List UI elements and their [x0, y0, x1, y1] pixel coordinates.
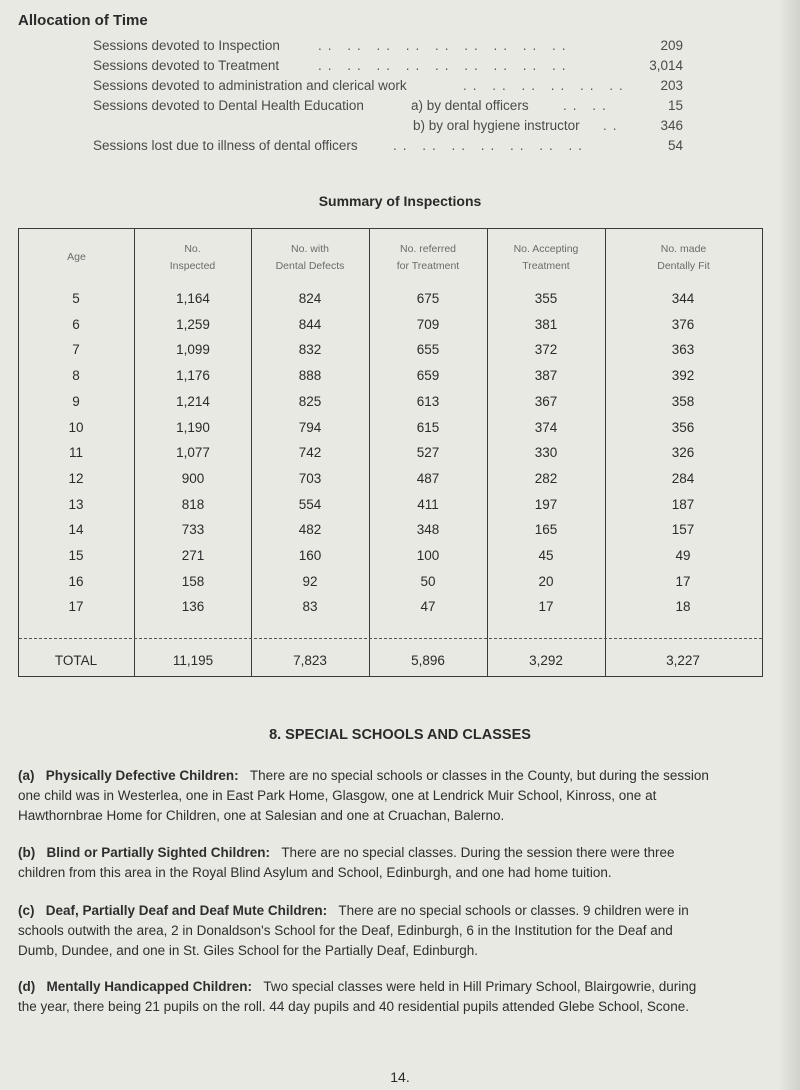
cell-accepting: 20 [538, 573, 554, 589]
header-text: No. Accepting [513, 243, 579, 255]
cell-defects: 83 [302, 599, 318, 615]
cell-age: 9 [72, 393, 80, 409]
leader-dots: .. .. .. .. .. .. .. .. .. [318, 38, 572, 53]
allocation-value: 3,014 [649, 58, 683, 73]
cell-dentally-fit: 392 [671, 368, 695, 384]
summary-title: Summary of Inspections [318, 193, 482, 209]
allocation-label: Sessions devoted to Dental Health Education [93, 98, 364, 113]
paragraph-marker: (b) [18, 845, 36, 860]
paragraph-line: Hawthornbrae Home for Children, one at Salesian and one at Cruachan, Balerno. [18, 808, 505, 823]
cell-age: 10 [68, 419, 84, 435]
column-divider [605, 229, 606, 676]
total-dentally-fit: 3,227 [666, 653, 700, 668]
paragraph-line: There are no special schools or classes in the County, but during the session [249, 768, 709, 783]
cell-defects: 554 [298, 496, 322, 512]
header-age [19, 249, 134, 266]
cell-referred: 655 [416, 342, 440, 358]
header-text: Dental Defects [275, 260, 345, 272]
cell-age: 11 [68, 445, 83, 461]
cell-inspected: 1,176 [176, 368, 210, 384]
cell-inspected: 1,214 [176, 393, 210, 409]
paragraph-line: Two special classes were held in Hill Primary School, Blairgowrie, during [263, 979, 697, 994]
allocation-row [93, 138, 683, 160]
cell-age: 7 [72, 342, 80, 358]
header-text: Inspected [169, 260, 216, 272]
cell-defects: 160 [298, 548, 322, 563]
cell-defects: 703 [298, 470, 322, 486]
column-divider [369, 229, 370, 676]
cell-age: 5 [72, 291, 80, 306]
leader-dots: .. [603, 118, 623, 133]
cell-inspected: 1,077 [176, 445, 210, 461]
cell-dentally-fit: 17 [675, 573, 691, 589]
paragraph-marker: (a) [18, 768, 35, 783]
cell-dentally-fit: 326 [671, 445, 695, 461]
header-text: for Treatment [396, 260, 460, 272]
cell-accepting: 372 [534, 342, 558, 358]
allocation-title: Allocation of Time [18, 12, 148, 29]
cell-defects: 794 [298, 419, 322, 435]
cell-age: 13 [68, 496, 84, 512]
cell-dentally-fit: 356 [671, 419, 695, 435]
allocation-sub-label: b) by oral hygiene instructor [413, 118, 580, 133]
cell-referred: 411 [417, 496, 439, 512]
cell-accepting: 355 [534, 291, 558, 306]
paragraph-c [18, 901, 773, 961]
header-text: No. made [660, 243, 707, 255]
paragraph-line: children from this area in the Royal Blind Asylum and School, Edinburgh, and one had home tuition. [18, 865, 612, 880]
cell-defects: 742 [298, 445, 322, 461]
allocation-label: Sessions devoted to Treatment [93, 58, 280, 73]
paragraph-line: There are no special schools or classes. 9 children were in [338, 903, 689, 918]
cell-referred: 50 [420, 573, 436, 589]
header-text: No. with [291, 243, 329, 255]
cell-inspected: 1,190 [176, 419, 210, 435]
allocation-row [93, 38, 683, 60]
allocation-value: 346 [660, 118, 683, 133]
cell-accepting: 282 [534, 470, 558, 486]
cell-inspected: 158 [181, 573, 205, 589]
allocation-row [93, 98, 683, 120]
cell-referred: 47 [420, 599, 436, 615]
cell-age: 16 [68, 573, 84, 589]
cell-age: 12 [68, 470, 84, 486]
total-accepting: 3,292 [529, 653, 563, 668]
cell-defects: 482 [298, 522, 322, 538]
cell-inspected: 1,164 [176, 291, 210, 306]
allocation-label: Sessions devoted to administration and clerical work [93, 78, 407, 93]
allocation-label: Sessions devoted to Inspection [93, 38, 280, 53]
allocation-sub-label: a) by dental officers [411, 98, 529, 113]
cell-age: 15 [68, 548, 84, 563]
total-defects: 7,823 [293, 653, 327, 668]
header-text: Treatment [522, 260, 570, 272]
paragraph-a [18, 766, 773, 826]
cell-defects: 844 [298, 316, 322, 332]
allocation-row [93, 118, 683, 140]
cell-referred: 487 [416, 470, 440, 486]
inspections-table [18, 228, 763, 677]
cell-referred: 659 [416, 368, 440, 384]
header-dentally-fit [605, 241, 762, 275]
cell-dentally-fit: 344 [671, 291, 695, 306]
paragraph-title: Blind or Partially Sighted Children: [46, 845, 271, 860]
header-text: Dentally Fit [657, 260, 710, 272]
column-divider [487, 229, 488, 676]
allocation-value: 203 [660, 78, 683, 93]
cell-accepting: 374 [534, 419, 558, 435]
cell-accepting: 197 [534, 496, 558, 512]
page-number: 14. [390, 1069, 410, 1085]
cell-inspected: 733 [181, 522, 205, 538]
cell-dentally-fit: 187 [671, 496, 695, 512]
header-inspected [134, 241, 251, 275]
cell-age: 8 [72, 368, 80, 384]
cell-accepting: 165 [534, 522, 558, 538]
cell-inspected: 136 [181, 599, 205, 615]
cell-accepting: 387 [534, 368, 558, 384]
header-text: No. [184, 243, 201, 255]
paragraph-line: schools outwith the area, 2 in Donaldson's School for the Deaf, Edinburgh, 6 in the Institution for the Deaf and [18, 923, 673, 938]
cell-defects: 888 [298, 368, 322, 384]
cell-accepting: 367 [534, 393, 558, 409]
paragraph-b [18, 843, 773, 883]
section-heading: 8. SPECIAL SCHOOLS AND CLASSES [269, 727, 531, 743]
cell-referred: 709 [416, 316, 440, 332]
allocation-value: 54 [667, 138, 683, 153]
paragraph-title: Deaf, Partially Deaf and Deaf Mute Children: [45, 903, 328, 918]
paragraph-line: the year, there being 21 pupils on the roll. 44 day pupils and 40 residential pupils attended Glebe School, Scone. [18, 999, 689, 1014]
total-divider [19, 638, 762, 639]
cell-dentally-fit: 157 [671, 522, 695, 538]
cell-dentally-fit: 18 [675, 599, 691, 615]
cell-age: 17 [68, 599, 84, 615]
cell-referred: 348 [416, 522, 440, 538]
paragraph-marker: (d) [18, 979, 36, 994]
cell-accepting: 45 [538, 548, 554, 563]
cell-age: 6 [72, 316, 80, 332]
paragraph-title: Physically Defective Children: [45, 768, 239, 783]
cell-inspected: 1,259 [176, 316, 210, 332]
column-divider [134, 229, 135, 676]
cell-accepting: 381 [534, 316, 558, 332]
paragraph-d [18, 977, 773, 1017]
cell-referred: 613 [416, 393, 440, 409]
cell-referred: 100 [416, 548, 440, 563]
cell-dentally-fit: 49 [675, 548, 691, 563]
cell-defects: 832 [298, 342, 322, 358]
total-referred: 5,896 [411, 653, 445, 668]
cell-referred: 615 [416, 419, 440, 435]
cell-dentally-fit: 284 [671, 470, 695, 486]
paragraph-line: one child was in Westerlea, one in East Park Home, Glasgow, one at Lendrick Muir School, Kinross, one at [18, 788, 657, 803]
header-accepting [487, 241, 605, 275]
cell-inspected: 271 [181, 548, 205, 563]
allocation-label: Sessions lost due to illness of dental officers [93, 138, 358, 153]
cell-accepting: 330 [534, 445, 558, 461]
paragraph-line: There are no special classes. During the session there were three [281, 845, 675, 860]
cell-defects: 824 [298, 291, 322, 306]
cell-dentally-fit: 363 [671, 342, 695, 358]
cell-defects: 825 [298, 393, 322, 409]
leader-dots: .. .. .. .. .. .. [463, 78, 629, 93]
allocation-row [93, 58, 683, 80]
cell-defects: 92 [302, 573, 318, 589]
cell-referred: 675 [416, 291, 440, 306]
allocation-row [93, 78, 683, 100]
cell-inspected: 900 [181, 470, 205, 486]
allocation-value: 209 [660, 38, 683, 53]
total-label: TOTAL [54, 653, 98, 668]
header-defects [251, 241, 369, 275]
cell-dentally-fit: 376 [671, 316, 695, 332]
header-text: Age [67, 251, 86, 263]
page-edge-shadow [778, 0, 800, 1090]
cell-inspected: 818 [181, 496, 205, 512]
cell-accepting: 17 [538, 599, 554, 615]
paragraph-line: Dumb, Dundee, and one in St. Giles School for the Partially Deaf, Edinburgh. [18, 943, 479, 958]
paragraph-title: Mentally Handicapped Children: [46, 979, 253, 994]
paragraph-marker: (c) [18, 903, 35, 918]
cell-dentally-fit: 358 [671, 393, 695, 409]
header-referred [369, 241, 487, 275]
cell-inspected: 1,099 [176, 342, 210, 358]
leader-dots: .. .. .. .. .. .. .. [393, 138, 589, 153]
column-divider [251, 229, 252, 676]
total-inspected: 11,195 [172, 653, 214, 668]
allocation-value: 15 [667, 98, 683, 113]
header-text: No. referred [399, 243, 457, 255]
leader-dots: .. .. [563, 98, 612, 113]
leader-dots: .. .. .. .. .. .. .. .. .. [318, 58, 572, 73]
cell-referred: 527 [416, 445, 440, 461]
cell-age: 14 [68, 522, 84, 538]
